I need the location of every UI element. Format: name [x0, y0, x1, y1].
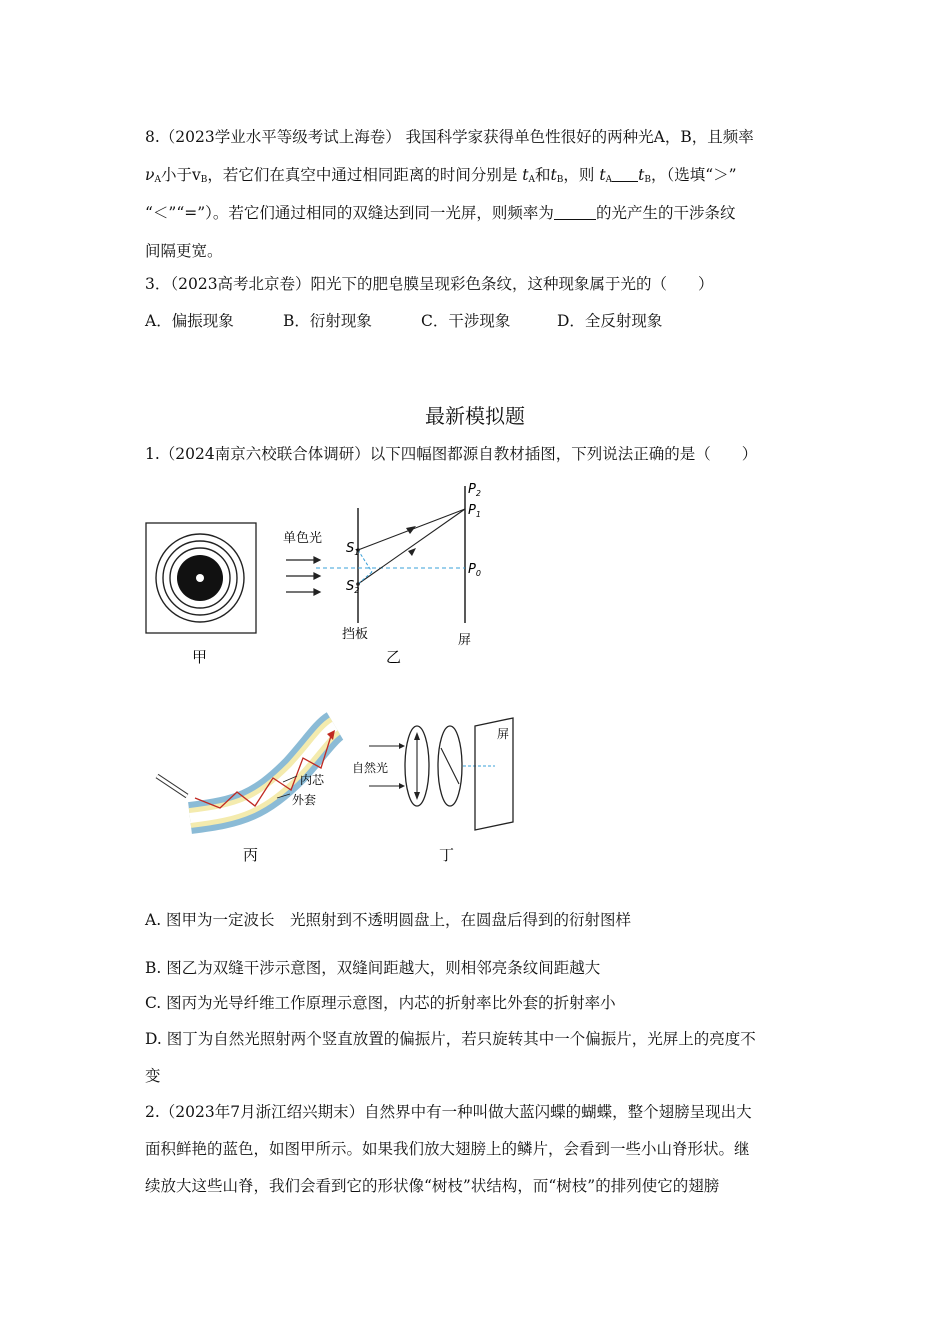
- q8-line-3: “＜”“=”）。若它们通过相同的双缝达到同一光屏，则频率为 的光产生的干涉条纹: [145, 204, 736, 222]
- caption-bing: 丙: [243, 846, 259, 864]
- q1-stem: 1.（2024南京六校联合体调研）以下四幅图都源自教材插图，下列说法正确的是（ ）: [145, 445, 758, 463]
- natural-light-label: 自然光: [352, 761, 389, 775]
- label-p1: $P_1$: [468, 503, 481, 519]
- ding-screen-label: 屏: [497, 727, 510, 741]
- answer-blank-1: [612, 167, 638, 182]
- core-label: 内芯: [300, 773, 325, 787]
- nu-symbol: ν: [145, 166, 155, 184]
- caption-ding: 丁: [439, 846, 455, 864]
- screen-label: 屏: [458, 633, 472, 648]
- q3-option-c: C．干涉现象: [421, 312, 511, 330]
- label-s2: $S_2$: [346, 579, 360, 595]
- q1-option-d-line-1: D. 图丁为自然光照射两个竖直放置的偏振片，若只旋转其中一个偏振片，光屏上的亮度不: [145, 1030, 756, 1048]
- cladding-label: 外套: [292, 793, 317, 807]
- q1-option-a: A. 图甲为一定波长 光照射到不透明圆盘上，在圆盘后得到的衍射图样: [145, 911, 632, 929]
- caption-yi: 乙: [386, 648, 402, 666]
- q1-option-b: B. 图乙为双缝干涉示意图，双缝间距越大，则相邻亮条纹间距越大: [145, 959, 601, 977]
- q8-line-4: 间隔更宽。: [145, 242, 223, 260]
- q1-option-d-line-2: 变: [145, 1067, 161, 1085]
- q1-option-c: C. 图丙为光导纤维工作原理示意图，内芯的折射率比外套的折射率小: [145, 994, 616, 1012]
- label-p0: $P_0$: [468, 562, 481, 578]
- q8-line-2: $\nu_A$小于$v_B$，若它们在真空中通过相同距离的时间分别是 $t_A$和$t_B$，则 $t_A$ $t_B$，（选填“＞”: [145, 166, 737, 185]
- figure-yi: [283, 482, 481, 666]
- label-p2: $P_2$: [468, 482, 481, 498]
- q3-option-d: D．全反射现象: [557, 312, 663, 330]
- figure-row-2: [145, 710, 545, 870]
- q8-line-1: 8.（2023学业水平等级考试上海卷） 我国科学家获得单色性很好的两种光A，B，且频率: [145, 128, 754, 146]
- figure-ding: [352, 718, 513, 864]
- figure-row-1: [140, 478, 540, 668]
- monochromatic-light-label: 单色光: [283, 531, 323, 546]
- poisson-spot: [196, 574, 204, 582]
- q2-line-1: 2.（2023年7月浙江绍兴期末）自然界中有一种叫做大蓝闪蝶的蝴蝶，整个翅膀呈现出大: [145, 1103, 752, 1121]
- answer-blank-2: [554, 205, 596, 220]
- q2-line-3: 续放大这些山脊，我们会看到它的形状像“树枝”状结构，而“树枝”的排列使它的翅膀: [145, 1177, 720, 1195]
- section-title: 最新模拟题: [425, 404, 525, 428]
- incident-light-arrows: [286, 557, 320, 595]
- q3-option-a: A．偏振现象: [145, 312, 234, 330]
- q2-line-2: 面积鲜艳的蓝色，如图甲所示。如果我们放大翅膀上的鳞片，会看到一些小山脊形状。继: [145, 1140, 750, 1158]
- q3-option-b: B．衍射现象: [283, 312, 372, 330]
- q3-options: [145, 311, 662, 331]
- barrier-label: 挡板: [342, 627, 369, 642]
- caption-jia: 甲: [192, 648, 208, 666]
- q3-stem: 3．（2023高考北京卷）阳光下的肥皂膜呈现彩色条纹，这种现象属于光的（ ）: [145, 275, 714, 293]
- figure-bing: [157, 726, 335, 864]
- label-s1: $S_1$: [346, 541, 360, 557]
- figure-jia: [146, 523, 256, 666]
